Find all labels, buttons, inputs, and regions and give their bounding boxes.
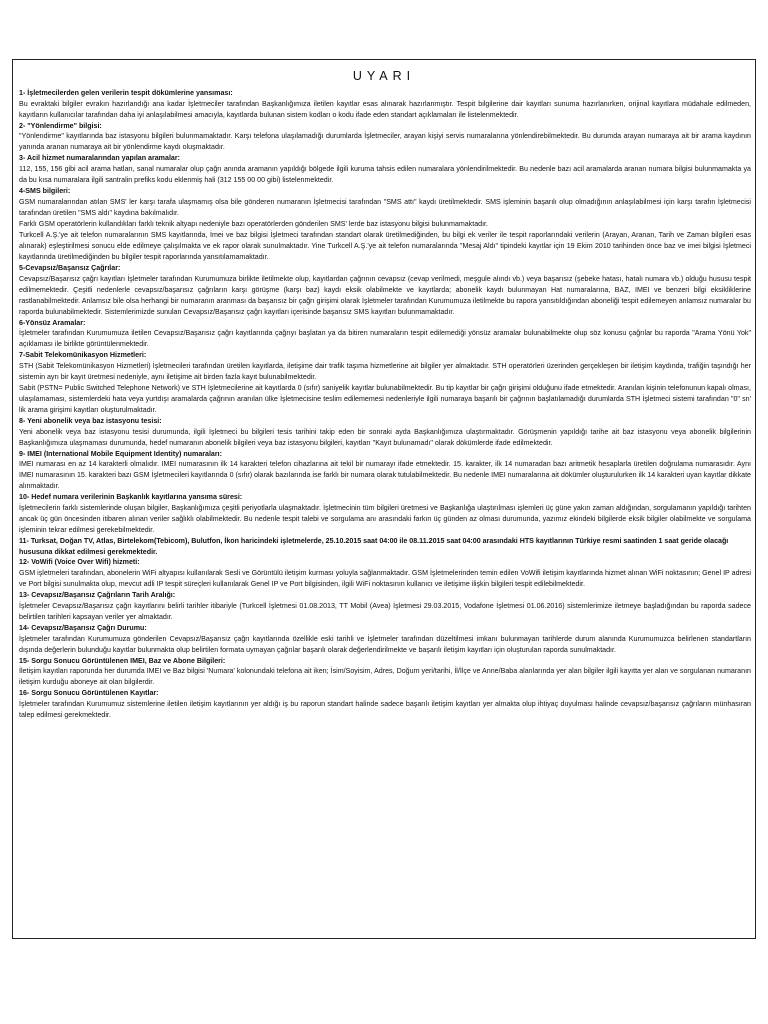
section-heading: 12- VoWifi (Voice Over Wifi) hizmeti: — [19, 558, 140, 567]
section-heading: 9- IMEI (International Mobile Equipment Identity) numaraları: — [19, 449, 222, 458]
section-heading: 1- İşletmecilerden gelen verilerin tespit dökümlerine yansıması: — [19, 89, 233, 97]
section-paragraph: İşletmecilerin farklı sistemlerinde oluşan bilgiler, Başkanlığımıza çeşitli periyotlarla ulaşmaktadır. İşletmecinin tüm bilgileri üretmesi ve Başkanlığa ulaştırılması işlemleri üç güne yakın zaman aldığından, sorgulamanın yapıldığı tarihten ancak üç gün öncesinden itibaren alınan veriler sağlıklı olabilmektedir. Bu nedenle tespit talebi ve sorgulama anı arasındaki farkın üç günden az olması durumunda, yazımız ekindeki bilgilerde eksik bilgiler olabilmekte ve sorgulama işleminin tekrar edilmesi gerekebilmektedir. — [19, 504, 751, 535]
section-heading: 2- "Yönlendirme" bilgisi: — [19, 121, 102, 130]
section-paragraph: Cevapsız/Başarısız çağrı kayıtları İşletmeler tarafından Kurumumuza birlikte iletilmekte olup, kayıtlardan çağrının cevapsız (cevap verilmedi, meşgule alındı vb.) veya başarısız (şebeke hatası, hatalı numara vb.) olduğu hususu tespit edilmemektedir. Çeşitli nedenlerle cevapsız/başarısız çağrıların karşı görüşme (karşı baz) kaydı eksik olabilmekte ve kayıtlarda; abonelik kaydı bulunmayan Hat numaralarına, BAZ, IMEI ve benzeri bilgi eksikliklerine rastlanabilmektedir. Anlamsız bile olsa herhangi bir numaranın aranması da başarısız bir çağrı girişimi olarak İşletmeler tarafından Kurumumuza iletilmekte bu rapora yansıtıldığından aboneliği tespit edilemeyen anlamsız numaralar bu raporda bulunabilmektedir. Sistemlerimizde sunulan Cevapsız/Başarısız çağrı kayıtları içerisinde başarısız SMS kayıtları bulunmamaktadır. — [19, 274, 751, 316]
section-heading: 10- Hedef numara verilerinin Başkanlık kayıtlarına yansıma süresi: — [19, 493, 243, 502]
section-heading: 15- Sorgu Sonucu Görüntülenen IMEI, Baz ve Abone Bilgileri: — [19, 656, 226, 665]
section-paragraph: Bu evraktaki bilgiler evrakın hazırlandığı ana kadar İşletmeciler tarafından Başkanlığımıza iletilen kayıtlar esas alınarak hazırlanmıştır. Tespit bilgilerine dair kayıtları sunuma hazırlanırken, orijinal kayıtlara müdahale edilmeden, kayıtların kullanıcılar tarafından daha iyi anlaşılabilmesi amacıyla, kayıtlarda bulunan sistem kodları o kodu ifade eden standart açıklamaları ile listelenmektedir. — [19, 99, 751, 119]
section-heading: 11- Turksat, Doğan TV, Atlas, Birtelekom(Tebicom), Bulutfon, İkon haricindeki işletmelerde, 25.10.2015 saat 04:00 ile 08.11.2015 saat 04:00 arasındaki HTS kayıtlarının Türkiye resmi saatinden 1 saat geride olacağı hususuna dikkat edilmesi gerekmektedir. — [19, 537, 729, 556]
section-paragraph: Turkcell A.Ş.'ye ait telefon numaralarının SMS kayıtlarında, İmei ve baz bilgisi İşletmeci tarafından standart olarak üretilmediğinden, bu bilgi ek veriler ile tespit raporlarındaki verilerin (Arayan, Aranan, Tarih ve Zaman bilgileri esas alınarak) eşleştirilmesi sonucu elde edilmeye çalışılmakta ve ek rapor olarak sunulmaktadır. Yine Turkcell A.Ş.'ye ait telefon numaralarında "Mesaj Aldı" tipindeki kayıtlar için 19 Ekim 2010 tarihinden önce baz ve imei bilgisi İşletmeci kayıtlarında üretilmediğinden bu bilgiler tespit raporlarında yansıtılamamaktadır. — [19, 230, 751, 261]
section-heading: 3- Acil hizmet numaralarından yapılan aramalar: — [19, 154, 180, 163]
section-heading: 13- Cevapsız/Başarısız Çağrıların Tarih Aralığı: — [19, 591, 176, 600]
section-heading: 16- Sorgu Sonucu Görüntülenen Kayıtlar: — [19, 689, 159, 698]
warning-document — [12, 59, 756, 939]
section-paragraph: İşletmeler tarafından Kurumumuz sistemlerine iletilen iletişim kayıtlarının yer aldığı iş bu raporun standart halinde sadece başarılı iletişim kayıtları yer almakta olup ihtiyaç duyulması halinde cevapsız/başarısız çağrıların münhasıran talep edilmesi gerekmektedir. — [19, 699, 751, 719]
section-paragraph: GSM işletmeleri tarafından, abonelerin WiFi altyapısı kullanılarak Sesli ve Görüntülü iletişim kurması yoluyla sağlanmaktadır. GSM İşletmelerinden temin edilen VoWifi iletişim kayıtlarında hizmet alınan WiFi noktasının; Genel IP adresi ve Port bilgisi sunulmakta olup, mevcut adli IP tespit süreçleri kullanılarak Genel IP ve Port bilgisinden, ilgili WiFi noktasının kullanıcı ve iletişime ilişkin bilgileri tespit edilebilmektedir. — [19, 569, 751, 589]
section-paragraph: 112, 155, 156 gibi acil arama hatları, sanal numaralar olup çağrı anında aramanın yapıldığı bölgede ilgili kuruma tahsis edilen numaralara yönlendirilmektedir. Bu nedenle bazı acil aramalarda aranan numara bilgisi bulunmamakta ya da bu kısa numaralara ilgili santralin prefiks kodu eklenmiş hali (312 155 00 00 gibi) listelenmektedir. — [19, 165, 751, 185]
section-paragraph: Farklı GSM operatörlerin kullandıkları farklı teknik altyapı nedeniyle bazı operatörlerden gönderilen SMS' lerde baz istasyonu bilgisi bulunmamaktadır. — [19, 219, 488, 228]
section-paragraph: Sabit (PSTN= Public Switched Telephone Network) ve STH İşletmecilerine ait kayıtlarda 0 (sıfır) saniyelik kayıtlar bulunabilmektedir. Bu tip kayıtlar bir çağrı girişimi olduğunu ifade etmektedir. Aranılan kişinin telefonunun kapalı olması, ulaşılamaması, sistemlerdeki hata veya yurtdışı aramalarda çağrının aranılan ülke İşletmecisine teslim edilememesi nedenleriyle ilgili numaraya başarılı bir çağrının başlatılamadığı durumlarda STH İşletmeci sistemi tarafından "0" sn' lik arama girişimi kayıtları oluşturulmaktadır. — [19, 383, 751, 414]
section-heading: 7-Sabit Telekomünikasyon Hizmetleri: — [19, 351, 147, 360]
section-paragraph: STH (Sabit Telekomünikasyon Hizmetleri) İşletmecileri tarafından üretilen kayıtlarda, iletişime dair trafik taşıma hizmetlerine ait bilgiler yer almaktadır. STH operatörleri üzerinden gerçekleşen bir iletişim kaydında, trafiğin taşındığı her sistemin ayrı bir kayıt üretmesi nedeniyle, aynı iletişime ait birden fazla kayıt bulunabilmektedir. — [19, 361, 751, 381]
section-heading: 6-Yönsüz Aramalar: — [19, 318, 86, 327]
section-paragraph: İletişim kayıtları raporunda her durumda IMEI ve Baz bilgisi 'Numara' kolonundaki telefona ait iken; İsim/Soyisim, Adres, Doğum yeri/tarihi, İl/İlçe ve Anne/Baba alanlarında yer alan bilgiler ilgili kayıtta yer alan ve sorgulanan numaranın iletişim kurduğu aboneye ait olan bilgilerdir. — [19, 667, 751, 687]
section-paragraph: GSM numaralarından atılan SMS' ler karşı tarafa ulaşmamış olsa bile gönderen numaranın İşletmecisi tarafından "SMS attı" kaydı üretilmektedir. SMS işleminin başarılı olup olmadığının anlaşılabilmesi için karşı tarafın İşletmecisi tarafından üretilen "SMS aldı" kaydına bakılmalıdır. — [19, 197, 751, 217]
section-paragraph: İşletmeler Cevapsız/Başarısız çağrı kayıtlarını belirli tarihler itibariyle (Turkcell İşletmesi 01.08.2013, TT Mobil (Avea) İşletmesi 29.03.2015, Vodafone İşletmesi 01.06.2016) sistemlerimize iletmeye başladığından bu raporda sadece belirtilen tarihleri kapsayan veriler yer almaktadır. — [19, 601, 751, 621]
section-paragraph: Yeni abonelik veya baz istasyonu tesisi durumunda, ilgili İşletmeci bu bilgileri tesis tarihini takip eden bir sonraki ayda Başkanlığımıza ulaştırmaktadır. Görüşmenin yapıldığı tarihe ait baz istasyonu veya abonelik bilgilerinin Başkanlığımıza ulaşmaması durumunda, hedef numaranın abonelik bilgileri veya baz istasyonu bilgileri, kayıtları "Kayıt bulunamadı" olarak dökümlerde ifade edilmektedir. — [19, 427, 751, 447]
section-paragraph: IMEI numarası en az 14 karakterli olmalıdır. IMEI numarasının ilk 14 karakteri telefon cihazlarına ait tekil bir numarayı ifade etmektedir. 15. karakter, ilk 14 numaradan bazı aritmetik hesaplarla üretilen doğrulama numarasıdır. Aynı IMEI numarasının 15. karakteri bazı GSM İşletmecileri kayıtlarında 0 (sıfır) olarak bazılarında ise farklı bir numara olarak tutulabilmektedir. Bu nedenle IMEI numaralarına ait dökümler oluşturulurken ilk 14 karakteri uyan kayıtlar dikkate alınmaktadır. — [19, 460, 751, 491]
section-heading: 14- Cevapsız/Başarısız Çağrı Durumu: — [19, 623, 147, 632]
document-title: UYARI — [352, 69, 416, 83]
section-heading: 8- Yeni abonelik veya baz istasyonu tesisi: — [19, 416, 162, 425]
section-paragraph: İşletmeler tarafından Kurumumuza gönderilen Cevapsız/Başarısız çağrı kayıtlarında özellikle eski tarihli ve İşletmeler tarafından düzeltilmesi imkanı bulunmayan tarihlerde durum alanında Kurumumuzca belirlenen standartların dışında değerlerin bulunduğu kayıtlar bulunmakta olup belirtilen formata uymayan çağrılar başarılı olarak değerlendirilmekte ve başarılı iletişim kayıtları için oluşturulan raporda sunulmaktadır. — [19, 634, 751, 654]
sections-container — [13, 88, 755, 721]
section-paragraph: "Yönlendirme" kayıtlarında baz istasyonu bilgileri bulunmamaktadır. Karşı telefona ulaşılamadığı durumlarda İşletmeciler, arayan kişiyi servis numaralarına yönlendirebilmektedir. Bu durumda arayan numaraya ait bir arama kaydının yanında aranan numaraya ait bir yönlendirme kaydı oluşmaktadır. — [19, 132, 751, 152]
section-paragraph: İşletmeler tarafından Kurumumuza iletilen Cevapsız/Başarısız çağrı kayıtlarında çağrıyı başlatan ya da bitiren numaraların tespit edilemediği yönsüz aramalar bulunabilmekte olup söz konusu çağrılar bu raporda "Arama Yönü Yok" açıklaması ile birlikte görüntülenmektedir. — [19, 329, 751, 349]
section-heading: 5-Cevapsız/Başarısız Çağrılar: — [19, 263, 121, 272]
section-heading: 4-SMS bilgileri: — [19, 187, 71, 196]
